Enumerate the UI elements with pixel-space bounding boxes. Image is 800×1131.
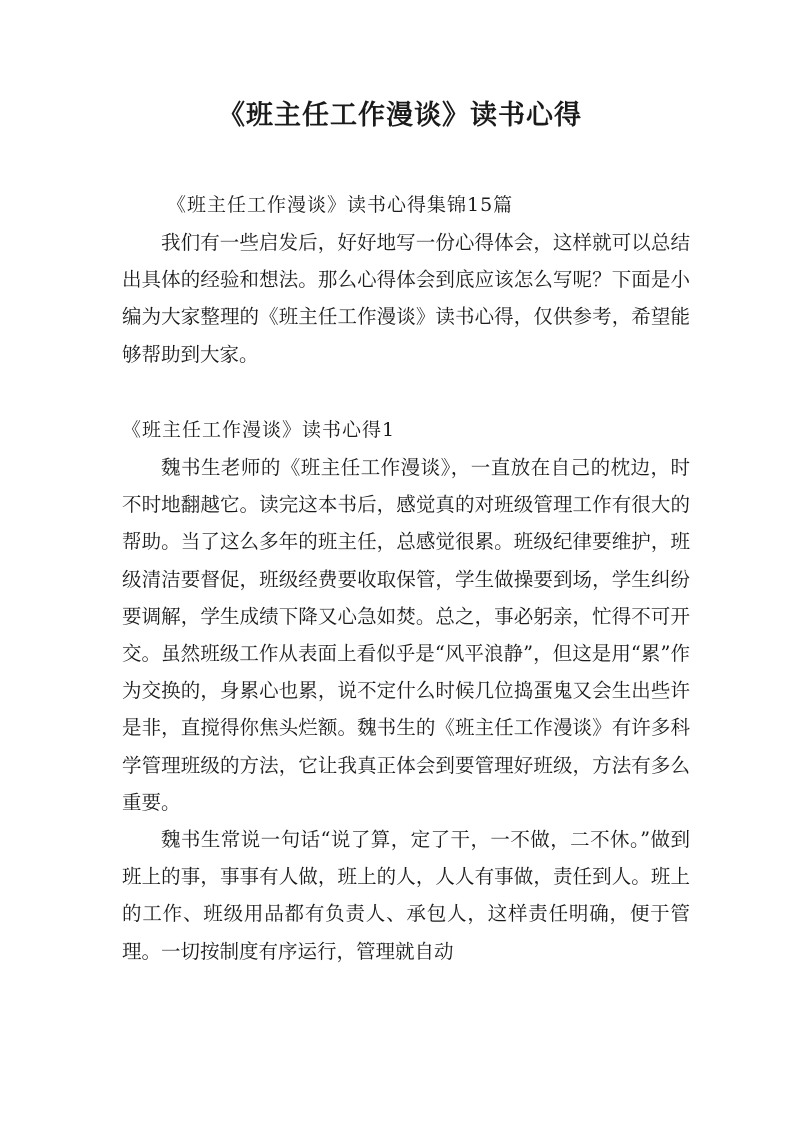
- section-paragraph: 魏书生常说一句话“说了算，定了干，一不做，二不休。”做到班上的事，事事有人做，班上的人，人人有事做，责任到人。班上的工作、班级用品都有负责人、承包人，这样责任明确，便于管理。一切按制度有序运行，管理就自动: [122, 828, 690, 963]
- section-body: [122, 449, 690, 970]
- intro-block: [122, 224, 690, 373]
- intro-paragraph: 我们有一些启发后，好好地写一份心得体会，这样就可以总结出具体的经验和想法。那么心得体会到底应该怎么写呢？下面是小编为大家整理的《班主任工作漫谈》读书心得，仅供参考，希望能够帮助到大家。: [122, 231, 690, 366]
- document-title: 《班主任工作漫谈》读书心得: [218, 100, 582, 131]
- section-heading: 《班主任工作漫谈》读书心得1: [122, 419, 396, 441]
- document-subtitle: 《班主任工作漫谈》读书心得集锦15篇: [167, 194, 514, 216]
- section-paragraph: 魏书生老师的《班主任工作漫谈》，一直放在自己的枕边，时不时地翻越它。读完这本书后，感觉真的对班级管理工作有很大的帮助。当了这么多年的班主任，总感觉很累。班级纪律要维护，班级清洁要督促，班级经费要收取保管，学生做操要到场，学生纠纷要调解，学生成绩下降又心急如焚。总之，事必躬亲，忙得不可开交。虽然班级工作从表面上看似乎是“风平浪静”，但这是用“累”作为交换的，身累心也累，说不定什么时候几位捣蛋鬼又会生出些许是非，直搅得你焦头烂额。魏书生的《班主任工作漫谈》有许多科学管理班级的方法，它让我真正体会到要管理好班级，方法有多么重要。: [122, 456, 690, 814]
